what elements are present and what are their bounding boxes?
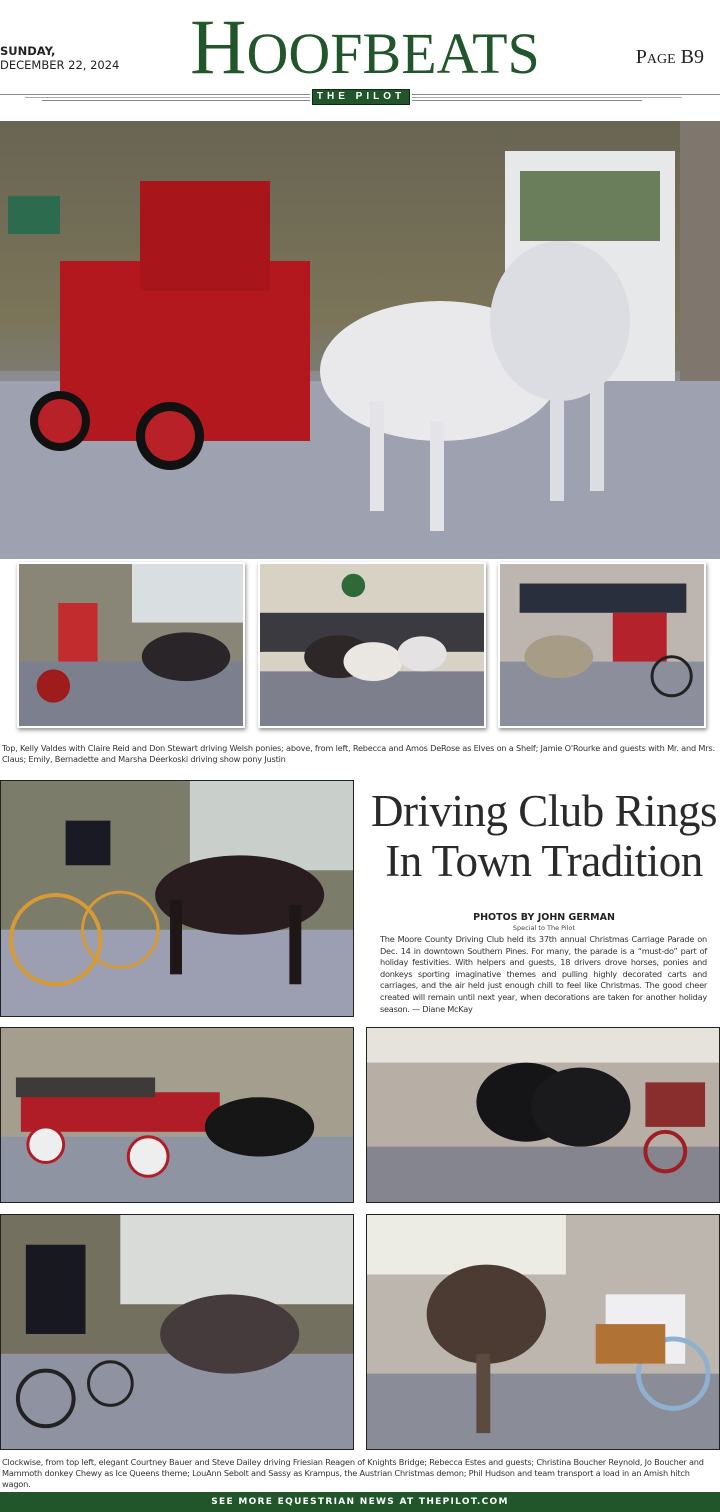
hero-photo (0, 121, 720, 559)
page-number: Page B9 (635, 46, 704, 68)
masthead-initial: H (190, 3, 247, 90)
dateline-day: SUNDAY, (0, 44, 56, 58)
byline-affiliation: Special to The Pilot (512, 924, 576, 932)
grid-photo-amish-wagon (0, 1027, 354, 1203)
header-rule-6 (412, 100, 642, 101)
inset-photo-elves (17, 562, 245, 728)
grid-photo-black-team (366, 1027, 720, 1203)
bottom-photo-caption: Clockwise, from top left, elegant Courtney Bauer and Steve Dailey driving Friesian Reagen of Knights Bridge; Rebecca Estes and guests; Christina Boucher Reynold, Jo Boucher and Mammoth donkey Chewy as Ice Queens theme; LouAnn Sebolt and Sassy as Krampus, the Austrian Christmas demon; Phil Hudson and team transport a load in an Amish hitch wagon. (2, 1457, 704, 1489)
inset-photo-claus-team (258, 562, 486, 728)
headline-line-1: Driving Club Rings (370, 786, 718, 836)
dateline (0, 44, 119, 72)
grid-photo-ice-queens (366, 1214, 720, 1450)
header-rule-1 (0, 94, 310, 95)
feature-photo-friesian (0, 780, 354, 1017)
headline-line-2: In Town Tradition (385, 836, 703, 886)
grid-photo-krampus (0, 1214, 354, 1450)
photo-byline: PHOTOS BY JOHN GERMAN (473, 912, 615, 923)
article-body: The Moore County Driving Club held its 37th annual Christmas Carriage Parade on Dec. 14 in downtown Southern Pines. For many, the parade is a “must-do” part of holiday festivities. With helpers and guests, 18 drivers drove horses, ponies and donkeys sporting imaginative themes and pulling highly decorated carts and carriages, and the air held just enough chill to feel like Christmas. The good cheer created will remain until next year, when decorations are taken for another holiday season. — Diane McKay (380, 934, 707, 1014)
masthead-rest: OOFBEATS (246, 21, 540, 86)
header-rule-2 (25, 97, 310, 98)
header-rule-3 (42, 100, 310, 101)
header-rule-5 (412, 97, 682, 98)
dateline-date: DECEMBER 22, 2024 (0, 58, 120, 72)
section-badge: THE PILOT (312, 89, 410, 105)
footer-link-bar[interactable]: SEE MORE EQUESTRIAN NEWS AT THEPILOT.COM (0, 1492, 720, 1512)
article-headline (368, 786, 720, 886)
header-rule-4 (412, 94, 720, 95)
top-photo-caption: Top, Kelly Valdes with Claire Reid and Don Stewart driving Welsh ponies; above, from left, Rebecca and Amos DeRose as Elves on a Shelf; Jamie O'Rourke and guests with Mr. and Mrs. Claus; Emily, Bernadette and Marsha Deerkoski driving show pony Justin (2, 743, 715, 764)
masthead-title (145, 3, 585, 93)
inset-photo-show-pony (498, 562, 706, 728)
